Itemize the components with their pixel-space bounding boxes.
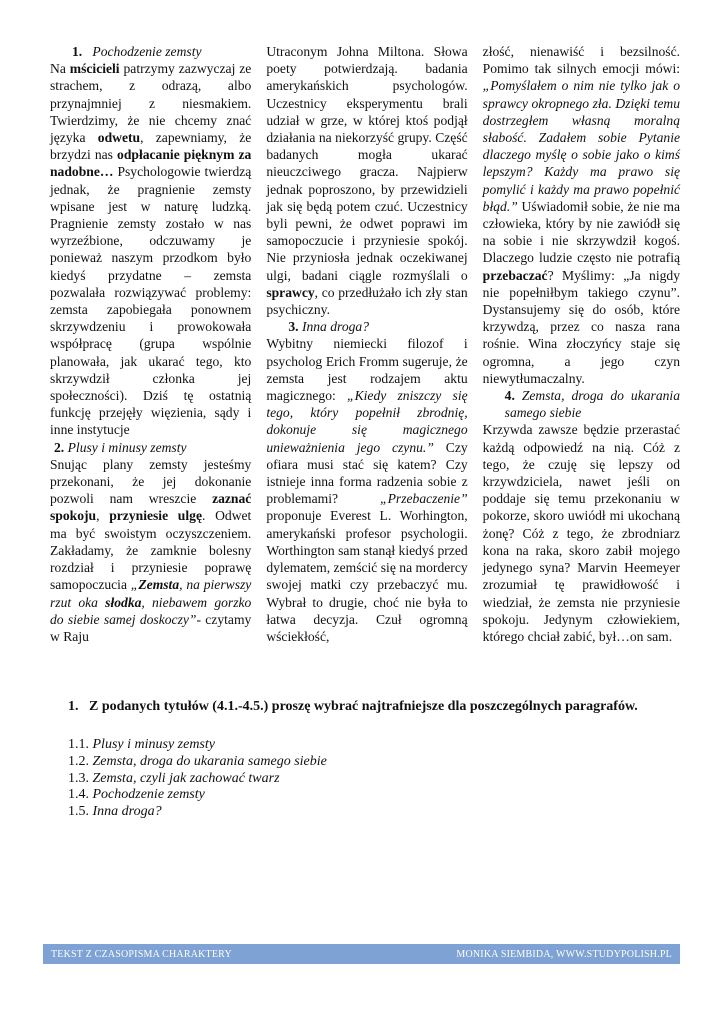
option-item xyxy=(68,737,327,754)
section-heading-4 xyxy=(483,387,680,421)
option-item xyxy=(68,754,327,771)
quote-text: , niebawem gorzko do siebie samej doskoczy” xyxy=(50,594,252,627)
heading-title: Zemsta, droga do ukarania samego siebie xyxy=(504,388,680,421)
bold-term: przyniesie ulgę xyxy=(109,508,202,524)
bold-term: przebaczać xyxy=(482,267,548,283)
bold-term: odwetu xyxy=(97,130,141,146)
page-footer xyxy=(43,944,680,964)
section-heading-3 xyxy=(266,318,467,335)
task-instruction xyxy=(68,699,688,715)
quote-text: , na pierwszy rzut oka xyxy=(50,577,252,610)
heading-number: 2. xyxy=(54,439,65,455)
option-item xyxy=(68,787,327,804)
bold-term: sprawcy xyxy=(266,284,315,300)
quote-text: „Przebaczenie” xyxy=(380,491,468,507)
paragraph-pros-cons: Snując plany zemsty jesteśmy przekonani, że jej dokonanie pozwoli nam wreszcie zaznać spokoju, przyniesie ulgę. Odwet ma być swoistym oczyszczeniem. Zakładamy, że zamknie bolesny rozdział i przyniesie poprawę samopoczucia „Zemsta, na pierwszy rzut oka słodka, niebawem gorzko do siebie samej doskoczy”- czytamy w Raju xyxy=(50,456,252,644)
quote-text: „Kiedy zniszczy się tego, który popełnił zbrodnię, dokonuje się magicznego unieważnienia jego czynu.” xyxy=(266,388,468,455)
task-text: Z podanych tytułów (4.1.-4.5.) proszę wybrać najtrafniejsze dla poszczególnych paragrafów. xyxy=(89,699,638,714)
heading-number: 3. xyxy=(288,319,299,335)
title-options-list xyxy=(68,737,327,821)
option-item xyxy=(68,771,327,788)
option-number: 1.4. xyxy=(68,787,89,803)
option-title: Plusy i minusy zemsty xyxy=(92,737,215,752)
column-3 xyxy=(483,43,680,645)
option-number: 1.1. xyxy=(68,737,89,752)
option-title: Pochodzenie zemsty xyxy=(92,787,205,803)
bold-term: słodka xyxy=(105,594,142,610)
paragraph-self-punishment: Krzywda zawsze będzie przerastać każdą odpowiedź na nią. Cóż z tego, że czuję się lepszy od krzywdziciela, nawet jeśli on poddaje się temu przekonaniu w pokorze, skoro uwiódł mi ukochaną żonę? Cóż z tego, że zbrodniarz kona na raka, skoro zabił mojego jedynego syna? Marvin Heemeyer zrozumiał tę prawidłowość i wiedział, że zemsta nie przyniesie spokoju. Jedynym człowiekiem, którego chciał zabić, był…on sam. xyxy=(482,422,681,644)
heading-title: Plusy i minusy zemsty xyxy=(67,439,187,455)
option-number: 1.5. xyxy=(68,804,89,820)
option-number: 1.2. xyxy=(68,753,89,769)
paragraph-origin: Na mścicieli patrzymy zazwyczaj ze strachem, z odrazą, albo przynajmniej z niesmakiem. Twierdzimy, że nie chcemy znać języka odwetu, zapewniamy, że brzydzi nas odpłacanie pięknym za nadobne… Psychologowie twierdzą jednak, że pragnienie zemsty wpisane jest w naturę ludzką. Pragnienie zemsty zostało w nas wyrzeźbione, odczuwamy je ponieważ naszym przodkom było kiedyś przydatne – zemsta pozwalała rozwiązywać problemy: zemsta zapobiegała ponownem skrzywdzeniu i prowokowała współpracę (grupa wspólnie planowała, jak ukarać tego, kto skrzywdził członka jej społeczności). Dziś tę ostatnią funkcję przejęły więzienia, sądy i inne instytucje xyxy=(50,61,252,438)
paragraph-another-way: Wybitny niemiecki filozof i psycholog Erich Fromm sugeruje, że zemsta jest rodzajem aktu magicznego: „Kiedy zniszczy się tego, który popełnił zbrodnię, dokonuje się magicznego unieważnienia jego czynu.” Czy ofiara musi stać się katem? Czy istnieje inna forma radzenia sobie z problemami? „Przebaczenie” proponuje Everest L. Worhington, amerykański profesor psychologii. Worthington sam stanął kiedyś przed dylematem, zemścić się na mordercy swojej matki czy przebaczyć mu. Wybrał to drugie, choć nie była to łatwa decyzja. Czuł ogromną wściekłość, xyxy=(266,336,468,644)
heading-number: 4. xyxy=(504,388,515,404)
article-columns xyxy=(50,43,680,645)
bold-term: Zemsta xyxy=(138,577,180,593)
section-heading-1 xyxy=(50,43,251,60)
paragraph-experiment xyxy=(266,43,467,318)
quote-text: „ xyxy=(130,577,139,593)
option-title: Inna droga? xyxy=(92,804,162,820)
quote-text: „Pomyślałem o nim nie tylko jak o sprawcy okropnego zła. Dzięki temu dostrzegłem własną moralną słabość. Zadałem sobie Pytanie dlaczego myślę o sobie jako o kimś lepszym? Każdy ma prawo się pomylić i każdy ma prawo popełnić błąd.” xyxy=(482,78,681,214)
bold-term: mścicieli xyxy=(69,61,120,77)
section-heading-2 xyxy=(50,439,251,456)
column-2 xyxy=(266,43,467,645)
footer-author: MONIKA SIEMBIDA, WWW.STUDYPOLISH.PL xyxy=(456,948,672,960)
option-item xyxy=(68,804,327,821)
heading-title: Inna droga? xyxy=(301,319,370,335)
option-number: 1.3. xyxy=(68,770,89,786)
heading-number: 1. xyxy=(72,44,83,59)
paragraph-forgiveness: złość, nienawiść i bezsilność. Pomimo tak silnych emocji mówi: „Pomyślałem o nim nie tylko jak o sprawcy okropnego zła. Dzięki temu dostrzegłem własną moralną słabość. Zadałem sobie Pytanie dlaczego myślę o sobie jako o kimś lepszym? Każdy ma prawo się pomylić i każdy ma prawo popełnić błąd.” Uświadomił sobie, że nie ma człowieka, który by nie zawiódł się na sobie i nie skrzywdził kogoś. Dlaczego ludzie często nie potrafią przebaczać? Myślimy: „Ja nigdy nie popełniłbym takiego czynu”. Dystansujemy się do osób, które krzywdzą, przez co nasza rana rośnie. Wina złoczyńcy staje się ogromna, a jego czyn niewytłumaczalny. xyxy=(482,44,681,386)
paragraph-text: Utraconym Johna Miltona. Słowa poety potwierdzają. badania amerykańskich psychologów. Uczestnicy eksperymentu brali udział w grze, w której ktoś podjął działania na niekorzyść grupy. Część badanych mogła ukarać nieuczciwego gracza. Najpierw jednak poproszono, by przewidzieli jak się będą potem czuć. Uczestnicy byli pewni, że odwet poprawi im samopoczucie i przyniesie spokój. Nie przyniosła jednak oczekiwanej ulgi, badani ciągle rozmyślali o xyxy=(266,44,468,283)
footer-source: TEKST Z CZASOPISMA CHARAKTERY xyxy=(51,948,232,960)
heading-title: Pochodzenie zemsty xyxy=(92,44,202,59)
option-title: Zemsta, droga do ukarania samego siebie xyxy=(92,753,327,769)
task-number: 1. xyxy=(68,699,79,714)
column-1 xyxy=(50,43,251,645)
option-title: Zemsta, czyli jak zachować twarz xyxy=(92,770,280,786)
bold-term: odpłacanie pięknym za nadobne… xyxy=(50,147,252,180)
paragraph-text: , co przedłużało ich zły stan psychiczny. xyxy=(266,284,468,318)
bold-term: zaznać spokoju xyxy=(50,491,252,524)
